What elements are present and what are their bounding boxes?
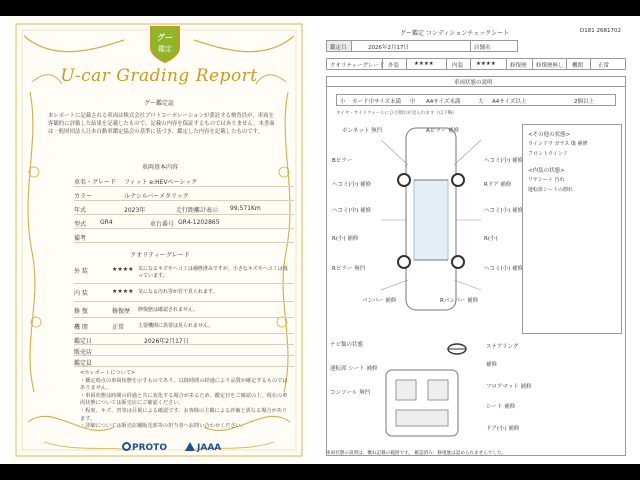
- legend-size-small-desc: カード中サイズ未満: [352, 99, 402, 105]
- report-notes: [80, 370, 292, 431]
- certificate-subtitle: グー鑑定証: [143, 100, 174, 107]
- year-value: 2023年: [124, 207, 146, 214]
- comment-line: 運転席シートの擦れ: [528, 187, 574, 193]
- legend-note: タイヤ・サイドウォールにひび割れが見られます（以下略）: [336, 111, 457, 116]
- model-value: フィット e:HEVベーシック: [124, 179, 198, 186]
- part-label-right: ヘコミ(小) 補修: [484, 266, 524, 272]
- mileage-label: 走行距離計表示: [176, 207, 219, 214]
- interior-label: コンソール 無凹: [330, 390, 371, 396]
- part-label-right: Rバンパー 補修: [440, 298, 479, 304]
- grade-exterior-label: 外装: [388, 63, 400, 69]
- quality-label: 内 装: [74, 290, 88, 297]
- part-label-right: Rドア 補修: [484, 182, 512, 188]
- interior-label: フロアマット 補修: [486, 384, 532, 390]
- legend-size-medium: 中: [410, 99, 416, 105]
- jaaa-logo: JAAA: [185, 442, 221, 453]
- date-value: 2026年2月17日: [368, 45, 409, 51]
- svg-text:グー: グー: [157, 33, 173, 42]
- quality-label: 外 装: [74, 268, 88, 275]
- note-item: ・詳細については販売店舗販売部等の担当者へお問い合わせください。: [80, 423, 246, 430]
- notes-title: <ホレポートについて>: [80, 370, 136, 376]
- svg-text:鑑定: 鑑定: [158, 45, 172, 53]
- quality-stars: 正常: [112, 324, 125, 331]
- quality-row-engine: [74, 318, 294, 334]
- note-item: ・程度、キズ、凹等は目視による確認です。お客様の主観による評価と異なる場合があります。: [80, 407, 288, 422]
- proto-logo: PROTO: [122, 442, 167, 453]
- car-top-view-diagram: [376, 120, 486, 320]
- grade-label: クオリティーグレード: [330, 63, 385, 69]
- issue-date-label: 鑑定日: [74, 338, 93, 345]
- interior-seat-diagram: [382, 368, 462, 438]
- quality-comment: 主要機関に異常は見られません。: [138, 323, 214, 329]
- part-label-right: ヘコミ(小) 補修: [484, 208, 524, 214]
- year-row: [74, 201, 294, 215]
- quality-row-repair: [74, 302, 294, 318]
- part-label-left: へコミ(小) 補修: [332, 182, 372, 188]
- quality-label: 機 関: [74, 324, 88, 331]
- interior-label: ナビ類の状態: [330, 342, 364, 348]
- dealer-row: [74, 345, 294, 356]
- vehicle-section-heading: 車両基本内容: [141, 164, 178, 171]
- legend-multiple: 2個以上: [574, 99, 594, 105]
- interior-label: 補修: [486, 362, 498, 368]
- quality-stars: 修復歴: [112, 308, 131, 315]
- quality-comment: 気になる汚れ等が若干見られます。: [138, 289, 218, 295]
- grade-exterior-stars: ★★★★: [414, 61, 434, 67]
- remarks-label: 備考: [74, 235, 87, 242]
- part-label-right: R(小): [484, 236, 498, 242]
- certificate-intro: 本レポートに記載される車両は株式会社プロトコーポレーションが委託する検査員が、車両を客観的に評価した結果を記載したもので、記載の内容を保証するものではありません。本書面は一般財団法人日本自動車鑑定協会の基準に基づき、鑑定した内容を記載したものです。: [48, 113, 275, 136]
- legend-size-large-desc: A4サイズ以上: [492, 99, 527, 105]
- interior-label: 運転席 シート 補修: [330, 366, 378, 372]
- grade-engine-value: 正常: [598, 63, 610, 69]
- comment-line: ウインドウ ガラス 傷 補修: [528, 141, 588, 147]
- grade-repair-label: 修復歴: [510, 63, 527, 69]
- part-label-left: Rピラー 無凹: [332, 266, 366, 272]
- interior-label: ドア(小) 補修: [486, 426, 520, 432]
- quality-section-heading: クオリティーグレード: [130, 252, 190, 259]
- steering-wheel-icon: [446, 342, 468, 356]
- certificate-title: U-car Grading Report: [60, 66, 258, 86]
- comment-line: <内装の状態>: [528, 168, 565, 174]
- quality-comment: 気になるキズやヘコミは補修済みですが、小さなキズやヘコミは残っています。: [138, 266, 288, 279]
- inspector-row: [74, 356, 294, 367]
- color-value: ルナシルバーメタリック: [124, 193, 189, 200]
- issue-date-row: [74, 334, 294, 345]
- issue-date-value: 2026年2月17日: [144, 338, 189, 345]
- footer-note: 車両状態の説明は、概ね記載の範囲です。 確認済み：修復歴は認められませんでした。: [326, 451, 507, 456]
- part-label-left: R(小) 補修: [332, 236, 359, 242]
- note-item: ・鑑定時点の車両状態を示すものであり、以降時間の経過により品質が確定するものではありません。: [80, 377, 288, 392]
- quality-stars: ★★★★: [112, 288, 134, 295]
- grade-interior-stars: ★★★★: [476, 61, 496, 67]
- model-row: [74, 173, 294, 187]
- note-item: ・車両状態は時間の経過と共に変化する場合があるため、鑑定日をご確認の上、現在の車両状態については販売店にご確認ください。: [80, 392, 288, 407]
- legend-size-large: 大: [478, 99, 484, 105]
- date-label: 鑑定日: [330, 45, 347, 51]
- part-label-left: ヘコミ(中) 補修: [332, 208, 372, 214]
- grading-certificate: [10, 18, 308, 462]
- part-label-left: バンパー 補修: [362, 298, 397, 304]
- type-value: GR4: [100, 219, 113, 226]
- quality-label: 修 復: [74, 308, 88, 315]
- quality-row-interior: [74, 284, 294, 302]
- grade-interior-label: 内装: [452, 63, 464, 69]
- document-sheet: [0, 16, 640, 464]
- interior-label: ステアリング: [486, 344, 519, 350]
- type-label: 型式: [74, 221, 87, 228]
- part-label-right: Aピラー 補修: [426, 128, 460, 134]
- dealer-label: 販売店: [74, 349, 93, 356]
- model-label: 車名・グレード: [74, 179, 117, 186]
- sheet-title: グー鑑定 コンディションチェックシート: [400, 30, 510, 37]
- quality-stars: ★★★★: [112, 266, 134, 273]
- type-row: [74, 215, 294, 229]
- color-label: カラー: [74, 193, 93, 200]
- grade-engine-label: 機関: [572, 63, 584, 69]
- chassis-label: 車台番号: [150, 221, 175, 228]
- comment-line: リヤシート 汚れ: [528, 177, 565, 183]
- part-label-left: ボンネット 無凹: [342, 128, 383, 134]
- jaaa-mark-icon: [185, 442, 195, 451]
- chassis-value: GR4-1202865: [178, 219, 220, 226]
- grade-repair-value: 修復歴無し: [536, 63, 564, 69]
- proto-mark-icon: [122, 442, 131, 451]
- quality-comment: 修復歴は確認されません。: [138, 307, 199, 313]
- part-label-right: ヘコミ(小) 補修: [484, 158, 524, 164]
- inspector-label: 鑑定員: [74, 360, 93, 367]
- remarks-row: [74, 229, 294, 243]
- color-row: [74, 187, 294, 201]
- quality-row-exterior: [74, 262, 294, 284]
- mileage-value: 99,571Km: [230, 205, 261, 212]
- interior-label: シート 補修: [486, 404, 516, 410]
- legend-title: 車両状態の説明: [454, 80, 493, 86]
- year-label: 年式: [74, 207, 87, 214]
- dealer-label: 店舗名: [474, 45, 491, 51]
- legend-size-medium-desc: A4サイズ未満: [426, 99, 461, 105]
- legend-size-small: 小: [340, 99, 346, 105]
- comment-line: フロントウインド: [528, 151, 568, 157]
- comments-title: <その他の状態>: [528, 132, 571, 138]
- part-label-left: Bピラー: [332, 158, 353, 164]
- goo-kantei-logo: [148, 24, 182, 64]
- sheet-doc-id: D181 2681702: [580, 28, 621, 34]
- condition-check-sheet: [322, 28, 632, 460]
